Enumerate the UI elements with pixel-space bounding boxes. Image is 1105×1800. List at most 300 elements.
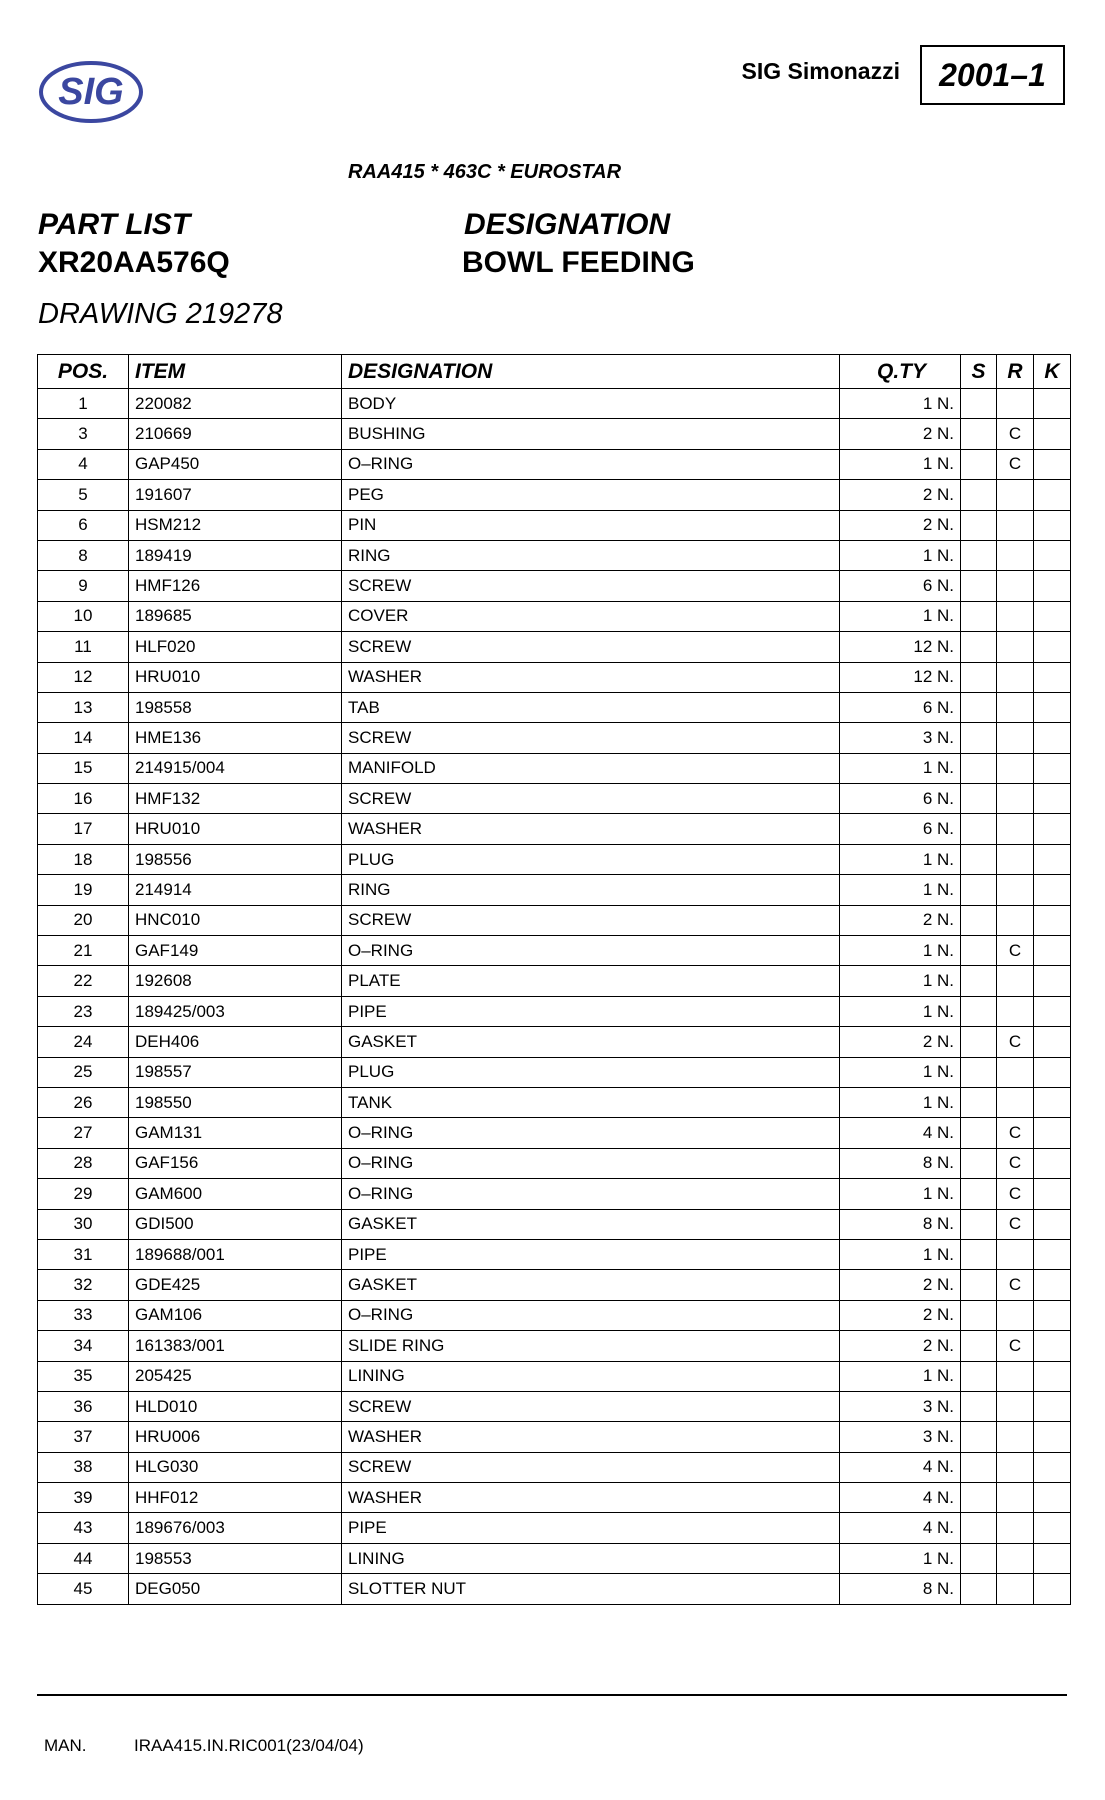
cell-designation: TAB (342, 692, 840, 722)
cell-item: DEG050 (129, 1574, 342, 1604)
cell-k (1034, 1209, 1071, 1239)
cell-qty: 8 N. (840, 1574, 961, 1604)
cell-k (1034, 905, 1071, 935)
cell-item: HRU010 (129, 814, 342, 844)
cell-k (1034, 449, 1071, 479)
cell-item: HNC010 (129, 905, 342, 935)
cell-item: HRU010 (129, 662, 342, 692)
cell-pos: 4 (38, 449, 129, 479)
cell-pos: 35 (38, 1361, 129, 1391)
cell-designation: SCREW (342, 784, 840, 814)
table-row (38, 723, 1071, 753)
cell-qty: 2 N. (840, 510, 961, 540)
cell-qty: 1 N. (840, 1239, 961, 1269)
cell-pos: 29 (38, 1179, 129, 1209)
table-row (38, 996, 1071, 1026)
cell-item: HME136 (129, 723, 342, 753)
cell-r (997, 784, 1034, 814)
cell-s (961, 753, 997, 783)
cell-designation: SCREW (342, 571, 840, 601)
cell-qty: 1 N. (840, 753, 961, 783)
cell-s (961, 784, 997, 814)
cell-pos: 18 (38, 844, 129, 874)
cell-pos: 30 (38, 1209, 129, 1239)
cell-qty: 1 N. (840, 1057, 961, 1087)
cell-k (1034, 753, 1071, 783)
cell-item: 191607 (129, 480, 342, 510)
cell-designation: PLATE (342, 966, 840, 996)
table-row (38, 389, 1071, 419)
cell-item: GAM600 (129, 1179, 342, 1209)
cell-pos: 32 (38, 1270, 129, 1300)
cell-k (1034, 1361, 1071, 1391)
table-row (38, 1239, 1071, 1269)
cell-designation: O–RING (342, 1179, 840, 1209)
cell-item: 192608 (129, 966, 342, 996)
company-name: SIG Simonazzi (741, 58, 900, 84)
cell-k (1034, 1483, 1071, 1513)
cell-designation: GASKET (342, 1209, 840, 1239)
table-row (38, 814, 1071, 844)
cell-item: 205425 (129, 1361, 342, 1391)
column-header-k: K (1034, 355, 1071, 389)
cell-k (1034, 510, 1071, 540)
cell-s (961, 662, 997, 692)
cell-k (1034, 1513, 1071, 1543)
cell-k (1034, 996, 1071, 1026)
table-row (38, 571, 1071, 601)
cell-item: 198553 (129, 1543, 342, 1573)
designation-label: DESIGNATION (464, 208, 671, 241)
cell-r (997, 875, 1034, 905)
sig-logo (38, 60, 144, 124)
cell-designation: LINING (342, 1361, 840, 1391)
cell-qty: 8 N. (840, 1209, 961, 1239)
cell-designation: WASHER (342, 1422, 840, 1452)
cell-r: C (997, 1270, 1034, 1300)
cell-pos: 12 (38, 662, 129, 692)
cell-r (997, 632, 1034, 662)
cell-pos: 8 (38, 540, 129, 570)
cell-item: HLD010 (129, 1391, 342, 1421)
cell-pos: 44 (38, 1543, 129, 1573)
cell-pos: 3 (38, 419, 129, 449)
cell-designation: BUSHING (342, 419, 840, 449)
cell-qty: 2 N. (840, 1027, 961, 1057)
cell-item: GAM131 (129, 1118, 342, 1148)
cell-r (997, 1422, 1034, 1452)
cell-qty: 1 N. (840, 540, 961, 570)
cell-designation: SLOTTER NUT (342, 1574, 840, 1604)
cell-s (961, 1057, 997, 1087)
cell-k (1034, 540, 1071, 570)
table-row (38, 1543, 1071, 1573)
sig-logo-text: SIG (58, 71, 124, 113)
cell-qty: 3 N. (840, 1422, 961, 1452)
cell-r (997, 1300, 1034, 1330)
cell-designation: WASHER (342, 814, 840, 844)
cell-r: C (997, 449, 1034, 479)
cell-designation: SLIDE RING (342, 1331, 840, 1361)
cell-item: HRU006 (129, 1422, 342, 1452)
cell-k (1034, 1422, 1071, 1452)
cell-item: HSM212 (129, 510, 342, 540)
cell-s (961, 1148, 997, 1178)
cell-pos: 34 (38, 1331, 129, 1361)
cell-designation: O–RING (342, 1118, 840, 1148)
cell-designation: SCREW (342, 1391, 840, 1421)
cell-item: 198557 (129, 1057, 342, 1087)
table-row (38, 601, 1071, 631)
cell-qty: 1 N. (840, 844, 961, 874)
table-row (38, 966, 1071, 996)
footer-man-label: MAN. (44, 1736, 87, 1755)
cell-r (997, 601, 1034, 631)
cell-k (1034, 966, 1071, 996)
column-header-designation: DESIGNATION (342, 355, 840, 389)
cell-pos: 13 (38, 692, 129, 722)
table-row (38, 480, 1071, 510)
cell-k (1034, 844, 1071, 874)
cell-qty: 1 N. (840, 449, 961, 479)
cell-designation: RING (342, 540, 840, 570)
cell-k (1034, 1179, 1071, 1209)
cell-k (1034, 692, 1071, 722)
cell-designation: GASKET (342, 1270, 840, 1300)
cell-r (997, 1483, 1034, 1513)
cell-r (997, 510, 1034, 540)
table-row (38, 784, 1071, 814)
cell-r (997, 1513, 1034, 1543)
table-row (38, 844, 1071, 874)
column-header-item: ITEM (129, 355, 342, 389)
page-code: 2001–1 (939, 56, 1046, 93)
parts-table-body (38, 389, 1071, 1605)
cell-pos: 33 (38, 1300, 129, 1330)
cell-s (961, 1513, 997, 1543)
cell-pos: 20 (38, 905, 129, 935)
cell-r (997, 662, 1034, 692)
part-number: XR20AA576Q (38, 246, 230, 279)
table-row (38, 1179, 1071, 1209)
cell-pos: 31 (38, 1239, 129, 1269)
cell-item: HMF126 (129, 571, 342, 601)
cell-item: GDI500 (129, 1209, 342, 1239)
cell-designation: SCREW (342, 905, 840, 935)
cell-pos: 11 (38, 632, 129, 662)
cell-designation: SCREW (342, 723, 840, 753)
cell-pos: 5 (38, 480, 129, 510)
table-row (38, 875, 1071, 905)
cell-qty: 1 N. (840, 1543, 961, 1573)
cell-s (961, 1574, 997, 1604)
cell-qty: 4 N. (840, 1452, 961, 1482)
cell-r (997, 753, 1034, 783)
cell-k (1034, 784, 1071, 814)
cell-r (997, 996, 1034, 1026)
cell-r (997, 571, 1034, 601)
cell-s (961, 1483, 997, 1513)
cell-qty: 2 N. (840, 905, 961, 935)
cell-designation: TANK (342, 1087, 840, 1117)
cell-s (961, 996, 997, 1026)
cell-designation: SCREW (342, 632, 840, 662)
cell-pos: 1 (38, 389, 129, 419)
cell-designation: O–RING (342, 449, 840, 479)
cell-pos: 21 (38, 936, 129, 966)
cell-r: C (997, 419, 1034, 449)
cell-qty: 1 N. (840, 936, 961, 966)
cell-s (961, 1543, 997, 1573)
cell-s (961, 1452, 997, 1482)
cell-pos: 24 (38, 1027, 129, 1057)
table-header-row (38, 355, 1071, 389)
designation-value: BOWL FEEDING (462, 246, 695, 279)
cell-item: 198558 (129, 692, 342, 722)
cell-qty: 1 N. (840, 1087, 961, 1117)
table-row (38, 1118, 1071, 1148)
cell-pos: 25 (38, 1057, 129, 1087)
cell-k (1034, 1148, 1071, 1178)
cell-r (997, 844, 1034, 874)
cell-r (997, 540, 1034, 570)
cell-designation: PIPE (342, 996, 840, 1026)
cell-pos: 28 (38, 1148, 129, 1178)
cell-r: C (997, 1118, 1034, 1148)
cell-item: HMF132 (129, 784, 342, 814)
cell-designation: PIN (342, 510, 840, 540)
cell-k (1034, 480, 1071, 510)
cell-s (961, 905, 997, 935)
cell-item: 161383/001 (129, 1331, 342, 1361)
model-line: RAA415 * 463C * EUROSTAR (348, 161, 622, 183)
cell-pos: 6 (38, 510, 129, 540)
cell-r (997, 1543, 1034, 1573)
cell-r (997, 1087, 1034, 1117)
table-row (38, 419, 1071, 449)
cell-r (997, 692, 1034, 722)
cell-k (1034, 936, 1071, 966)
table-row (38, 1574, 1071, 1604)
cell-r (997, 1057, 1034, 1087)
cell-k (1034, 632, 1071, 662)
cell-k (1034, 1057, 1071, 1087)
cell-r (997, 1574, 1034, 1604)
column-header-r: R (997, 355, 1034, 389)
cell-pos: 37 (38, 1422, 129, 1452)
cell-s (961, 480, 997, 510)
cell-r (997, 389, 1034, 419)
table-row (38, 936, 1071, 966)
cell-k (1034, 419, 1071, 449)
cell-item: GAM106 (129, 1300, 342, 1330)
cell-k (1034, 723, 1071, 753)
cell-designation: PLUG (342, 1057, 840, 1087)
cell-item: HHF012 (129, 1483, 342, 1513)
cell-item: 210669 (129, 419, 342, 449)
cell-qty: 6 N. (840, 571, 961, 601)
cell-pos: 9 (38, 571, 129, 601)
cell-qty: 6 N. (840, 784, 961, 814)
cell-s (961, 571, 997, 601)
cell-qty: 6 N. (840, 814, 961, 844)
cell-designation: GASKET (342, 1027, 840, 1057)
cell-item: 198550 (129, 1087, 342, 1117)
column-header-s: S (961, 355, 997, 389)
table-row (38, 1209, 1071, 1239)
cell-item: GAP450 (129, 449, 342, 479)
table-row (38, 1483, 1071, 1513)
cell-k (1034, 1300, 1071, 1330)
cell-s (961, 1118, 997, 1148)
table-row (38, 1422, 1071, 1452)
cell-s (961, 844, 997, 874)
table-row (38, 753, 1071, 783)
cell-r: C (997, 936, 1034, 966)
cell-k (1034, 1027, 1071, 1057)
cell-r: C (997, 1148, 1034, 1178)
cell-designation: LINING (342, 1543, 840, 1573)
table-row (38, 1452, 1071, 1482)
cell-s (961, 389, 997, 419)
cell-item: 189688/001 (129, 1239, 342, 1269)
cell-s (961, 875, 997, 905)
cell-pos: 15 (38, 753, 129, 783)
cell-qty: 2 N. (840, 1331, 961, 1361)
cell-r (997, 480, 1034, 510)
cell-qty: 1 N. (840, 601, 961, 631)
table-row (38, 1087, 1071, 1117)
cell-qty: 3 N. (840, 723, 961, 753)
drawing-number: DRAWING 219278 (38, 298, 283, 330)
cell-r: C (997, 1209, 1034, 1239)
cell-qty: 1 N. (840, 966, 961, 996)
table-row (38, 510, 1071, 540)
cell-designation: O–RING (342, 1300, 840, 1330)
cell-r (997, 1239, 1034, 1269)
cell-item: 189425/003 (129, 996, 342, 1026)
cell-s (961, 419, 997, 449)
table-row (38, 632, 1071, 662)
cell-designation: O–RING (342, 936, 840, 966)
cell-designation: BODY (342, 389, 840, 419)
cell-k (1034, 814, 1071, 844)
footer-divider (37, 1694, 1067, 1696)
cell-k (1034, 1118, 1071, 1148)
cell-pos: 27 (38, 1118, 129, 1148)
page-code-box (920, 45, 1065, 105)
cell-pos: 39 (38, 1483, 129, 1513)
cell-k (1034, 662, 1071, 692)
cell-s (961, 1270, 997, 1300)
cell-s (961, 692, 997, 722)
cell-s (961, 510, 997, 540)
cell-r: C (997, 1179, 1034, 1209)
cell-designation: WASHER (342, 662, 840, 692)
cell-s (961, 966, 997, 996)
cell-qty: 1 N. (840, 996, 961, 1026)
cell-qty: 4 N. (840, 1513, 961, 1543)
cell-pos: 43 (38, 1513, 129, 1543)
cell-s (961, 1087, 997, 1117)
cell-s (961, 601, 997, 631)
table-row (38, 1391, 1071, 1421)
cell-qty: 1 N. (840, 1361, 961, 1391)
table-row (38, 1148, 1071, 1178)
cell-pos: 36 (38, 1391, 129, 1421)
parts-table (37, 354, 1071, 1605)
cell-pos: 19 (38, 875, 129, 905)
cell-k (1034, 1331, 1071, 1361)
cell-s (961, 1209, 997, 1239)
cell-qty: 2 N. (840, 1300, 961, 1330)
cell-designation: O–RING (342, 1148, 840, 1178)
table-row (38, 662, 1071, 692)
cell-s (961, 814, 997, 844)
cell-r (997, 1452, 1034, 1482)
cell-r (997, 966, 1034, 996)
table-row (38, 905, 1071, 935)
cell-s (961, 723, 997, 753)
cell-k (1034, 1543, 1071, 1573)
cell-designation: RING (342, 875, 840, 905)
cell-item: GAF149 (129, 936, 342, 966)
cell-k (1034, 1087, 1071, 1117)
cell-k (1034, 875, 1071, 905)
footer-document-code: IRAA415.IN.RIC001(23/04/04) (134, 1736, 364, 1755)
cell-k (1034, 389, 1071, 419)
cell-s (961, 540, 997, 570)
cell-s (961, 1331, 997, 1361)
cell-qty: 1 N. (840, 389, 961, 419)
cell-item: GAF156 (129, 1148, 342, 1178)
cell-k (1034, 1574, 1071, 1604)
cell-item: HLG030 (129, 1452, 342, 1482)
cell-designation: WASHER (342, 1483, 840, 1513)
cell-qty: 8 N. (840, 1148, 961, 1178)
table-row (38, 1027, 1071, 1057)
cell-pos: 45 (38, 1574, 129, 1604)
cell-r (997, 1361, 1034, 1391)
cell-k (1034, 1239, 1071, 1269)
cell-k (1034, 571, 1071, 601)
cell-r (997, 723, 1034, 753)
table-row (38, 1057, 1071, 1087)
cell-r (997, 1391, 1034, 1421)
cell-qty: 6 N. (840, 692, 961, 722)
table-row (38, 449, 1071, 479)
cell-item: 189685 (129, 601, 342, 631)
cell-k (1034, 1391, 1071, 1421)
cell-pos: 38 (38, 1452, 129, 1482)
cell-qty: 2 N. (840, 419, 961, 449)
table-row (38, 1361, 1071, 1391)
cell-s (961, 936, 997, 966)
cell-designation: PEG (342, 480, 840, 510)
cell-s (961, 1239, 997, 1269)
cell-qty: 1 N. (840, 1179, 961, 1209)
column-header-pos: POS. (38, 355, 129, 389)
cell-item: GDE425 (129, 1270, 342, 1300)
cell-designation: PIPE (342, 1239, 840, 1269)
cell-qty: 4 N. (840, 1118, 961, 1148)
cell-s (961, 1361, 997, 1391)
cell-pos: 23 (38, 996, 129, 1026)
cell-designation: PLUG (342, 844, 840, 874)
cell-s (961, 1027, 997, 1057)
cell-k (1034, 1270, 1071, 1300)
cell-item: 214914 (129, 875, 342, 905)
